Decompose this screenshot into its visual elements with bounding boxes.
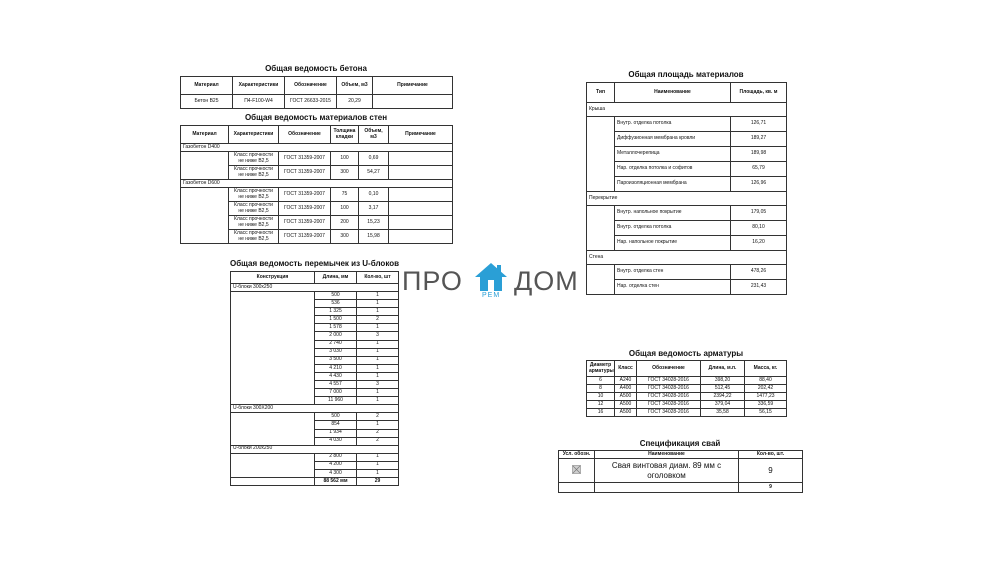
note-cell xyxy=(389,152,453,166)
walls-table-wrap xyxy=(180,125,453,244)
cell: Пароизоляционная мембрана xyxy=(615,177,731,192)
total-label-cell xyxy=(595,483,739,493)
areas-title: Общая площадь материалов xyxy=(628,70,744,79)
table-row xyxy=(587,132,787,147)
cell: Класс прочности не ниже В2,5 xyxy=(229,202,279,216)
cell: Диффузионная мембрана кровли xyxy=(615,132,731,147)
cell: Нар. отделка потолка и софитов xyxy=(615,162,731,177)
total-label-cell xyxy=(231,477,315,485)
column-header: Обозначение xyxy=(285,77,337,95)
column-header: Масса, кг. xyxy=(745,361,787,377)
cell: ГОСТ 31359-2007 xyxy=(279,216,331,230)
group-name: U-блоки 300Х200 xyxy=(231,405,399,413)
note-cell xyxy=(389,166,453,180)
cell: Бетон B25 xyxy=(181,95,233,109)
cell: 1 934 xyxy=(315,429,357,437)
type-cell xyxy=(587,206,615,251)
areas-table-wrap xyxy=(586,82,787,295)
lintels-title: Общая ведомость перемычек из U-блоков xyxy=(230,259,400,268)
group-row xyxy=(587,251,787,265)
column-header: Длина, м.п. xyxy=(701,361,745,377)
cell: 512,45 xyxy=(701,385,745,393)
rebar-table-wrap xyxy=(586,360,787,417)
group-row xyxy=(231,445,399,453)
column-header: Наименование xyxy=(595,451,739,459)
cell: 2 xyxy=(357,316,399,324)
column-header: Толщина кладки xyxy=(331,126,359,144)
group-row xyxy=(587,192,787,206)
group-row xyxy=(231,284,399,292)
pile-symbol-icon xyxy=(572,465,581,474)
cell: 1 xyxy=(357,340,399,348)
material-cell xyxy=(181,188,229,244)
construction-cell xyxy=(231,413,315,445)
column-header: Усл. обозн. xyxy=(559,451,595,459)
cell: 1 xyxy=(357,292,399,300)
cell xyxy=(373,95,453,109)
column-header: Характеристики xyxy=(229,126,279,144)
lintels-table xyxy=(230,271,399,486)
column-header: Обозначение xyxy=(637,361,701,377)
cell: 1 xyxy=(357,389,399,397)
group-row xyxy=(181,144,453,152)
table-row xyxy=(587,385,787,393)
cell: 12 xyxy=(587,401,615,409)
cell: 200 xyxy=(331,216,359,230)
cell: 1 xyxy=(357,461,399,469)
cell: 0,69 xyxy=(359,152,389,166)
cell: 16 xyxy=(587,409,615,417)
cell: A400 xyxy=(615,385,637,393)
cell: 54,27 xyxy=(359,166,389,180)
cell: 398,20 xyxy=(701,377,745,385)
table-row xyxy=(587,177,787,192)
cell: 1 325 xyxy=(315,308,357,316)
cell: 179,05 xyxy=(731,206,787,221)
construction-cell xyxy=(231,453,315,477)
cell: Класс прочности не ниже В2,5 xyxy=(229,230,279,244)
concrete-table-wrap xyxy=(180,76,453,109)
cell: ГОСТ 34028-2016 xyxy=(637,393,701,401)
cell: 1 xyxy=(357,469,399,477)
cell: 2 800 xyxy=(315,453,357,461)
piles-table-wrap xyxy=(558,450,803,493)
table-row xyxy=(181,95,453,109)
piles-title: Спецификация свай xyxy=(639,439,721,448)
cell: 1 xyxy=(357,348,399,356)
group-name: Газобетон D400 xyxy=(181,144,453,152)
cell: 4 200 xyxy=(315,461,357,469)
column-header: Класс xyxy=(615,361,637,377)
table-row xyxy=(587,265,787,280)
cell: 16,20 xyxy=(731,236,787,251)
cell: 65,79 xyxy=(731,162,787,177)
cell: 1 xyxy=(357,300,399,308)
cell: 2 xyxy=(357,413,399,421)
cell: 0,10 xyxy=(359,188,389,202)
header-row xyxy=(559,451,803,459)
cell: 1 xyxy=(357,364,399,372)
cell: 2394,22 xyxy=(701,393,745,401)
cell: 1 xyxy=(357,324,399,332)
cell: Нар. напольное покрытие xyxy=(615,236,731,251)
cell: 536 xyxy=(315,300,357,308)
header-row xyxy=(587,361,787,377)
cell: A500 xyxy=(615,393,637,401)
cell: Класс прочности не ниже В2,5 xyxy=(229,188,279,202)
cell: ГОСТ 34028-2016 xyxy=(637,377,701,385)
total-cell: 88 562 мм xyxy=(315,477,357,485)
group-name: Крыша xyxy=(587,103,787,117)
cell: 189,98 xyxy=(731,147,787,162)
house-icon xyxy=(474,262,508,292)
cell: 100 xyxy=(331,152,359,166)
cell: 3 030 xyxy=(315,348,357,356)
group-row xyxy=(181,180,453,188)
concrete-table xyxy=(180,76,453,109)
symbol-cell xyxy=(559,459,595,483)
cell: A500 xyxy=(615,409,637,417)
cell: Класс прочности не ниже В2,5 xyxy=(229,166,279,180)
type-cell xyxy=(587,117,615,192)
cell: 35,58 xyxy=(701,409,745,417)
table-row xyxy=(181,188,453,202)
cell: 1 xyxy=(357,453,399,461)
cell: 10 xyxy=(587,393,615,401)
cell: 100 xyxy=(331,202,359,216)
table-row xyxy=(587,377,787,385)
cell: 202,42 xyxy=(745,385,787,393)
walls-title: Общая ведомость материалов стен xyxy=(244,113,388,122)
group-row xyxy=(587,103,787,117)
cell: ГОСТ 31359-2007 xyxy=(279,152,331,166)
cell: 4 557 xyxy=(315,381,357,389)
cell: 3 xyxy=(357,332,399,340)
logo-left-text: ПРО xyxy=(402,266,463,296)
construction-cell xyxy=(231,292,315,405)
cell: 189,27 xyxy=(731,132,787,147)
cell: 88,40 xyxy=(745,377,787,385)
cell: 6 xyxy=(587,377,615,385)
total-cell: 9 xyxy=(739,483,803,493)
column-header: Конструкция xyxy=(231,272,315,284)
cell: 4 030 xyxy=(315,437,357,445)
cell: ГОСТ 26633-2015 xyxy=(285,95,337,109)
cell: 1 xyxy=(357,308,399,316)
note-cell xyxy=(389,188,453,202)
cell: 2 xyxy=(357,429,399,437)
logo-sub-text: РЕМ xyxy=(482,292,501,299)
cell: 8 xyxy=(587,385,615,393)
lintels-table-wrap xyxy=(230,271,399,486)
cell: 231,43 xyxy=(731,280,787,295)
cell: 3 xyxy=(357,381,399,389)
note-cell xyxy=(389,202,453,216)
cell: 500 xyxy=(315,292,357,300)
piles-table xyxy=(558,450,803,493)
cell: Внутр. напольное покрытие xyxy=(615,206,731,221)
rebar-title: Общая ведомость арматуры xyxy=(628,349,744,358)
total-cell: 29 xyxy=(357,477,399,485)
cell: 1 xyxy=(357,356,399,364)
header-row xyxy=(231,272,399,284)
cell: ГОСТ 31359-2007 xyxy=(279,188,331,202)
cell: Внутр. отделка потолка xyxy=(615,117,731,132)
cell: ГОСТ 31359-2007 xyxy=(279,202,331,216)
table-row xyxy=(587,236,787,251)
total-row xyxy=(231,477,399,485)
cell: 4 430 xyxy=(315,372,357,380)
total-row xyxy=(559,483,803,493)
header-row xyxy=(181,126,453,144)
cell: A240 xyxy=(615,377,637,385)
table-row xyxy=(231,453,399,461)
cell: 4 210 xyxy=(315,364,357,372)
cell: 1 578 xyxy=(315,324,357,332)
cell: Нар. отделка стен xyxy=(615,280,731,295)
cell: 75 xyxy=(331,188,359,202)
column-header: Площадь, кв. м xyxy=(731,83,787,103)
table-row xyxy=(559,459,803,483)
table-row xyxy=(587,409,787,417)
table-row xyxy=(587,393,787,401)
cell: 20,29 xyxy=(337,95,373,109)
concrete-title: Общая ведомость бетона xyxy=(265,64,367,73)
logo xyxy=(402,262,602,310)
cell: 336,59 xyxy=(745,401,787,409)
cell: 3,17 xyxy=(359,202,389,216)
table-row xyxy=(587,117,787,132)
cell: Класс прочности не ниже В2,5 xyxy=(229,152,279,166)
logo-right-text: ДОМ xyxy=(514,266,579,296)
cell: ГОСТ 31359-2007 xyxy=(279,230,331,244)
table-row xyxy=(231,292,399,300)
column-header: Объем, м3 xyxy=(359,126,389,144)
column-header: Материал xyxy=(181,77,233,95)
column-header: Длина, мм xyxy=(315,272,357,284)
areas-table xyxy=(586,82,787,295)
note-cell xyxy=(389,230,453,244)
cell: 2 000 xyxy=(315,332,357,340)
cell: 2 xyxy=(357,437,399,445)
cell: 11 960 xyxy=(315,397,357,405)
column-header: Примечание xyxy=(373,77,453,95)
cell: 379,04 xyxy=(701,401,745,409)
table-row xyxy=(587,401,787,409)
group-name: Стена xyxy=(587,251,787,265)
column-header: Кол-во, шт. xyxy=(739,451,803,459)
rebar-table xyxy=(586,360,787,417)
column-header: Диаметр арматуры xyxy=(587,361,615,377)
group-name: U-блоки 200х250 xyxy=(231,445,399,453)
cell: ГОСТ 31359-2007 xyxy=(279,166,331,180)
cell: 300 xyxy=(331,166,359,180)
cell: Внутр. отделка потолка xyxy=(615,221,731,236)
pile-count-cell: 9 xyxy=(739,459,803,483)
cell: ГОСТ 34028-2016 xyxy=(637,409,701,417)
material-cell xyxy=(181,152,229,180)
pile-name-cell: Свая винтовая диам. 89 мм с оголовком xyxy=(595,459,739,483)
column-header: Объем, м3 xyxy=(337,77,373,95)
cell: П4-F100-W4 xyxy=(233,95,285,109)
column-header: Характеристики xyxy=(233,77,285,95)
table-row xyxy=(587,147,787,162)
cell: 80,10 xyxy=(731,221,787,236)
group-name: Перекрытие xyxy=(587,192,787,206)
header-row xyxy=(181,77,453,95)
group-name: U-блоки 300х250 xyxy=(231,284,399,292)
cell: 15,23 xyxy=(359,216,389,230)
note-cell xyxy=(389,216,453,230)
cell: 1 xyxy=(357,397,399,405)
table-row xyxy=(587,221,787,236)
cell: 1 xyxy=(357,372,399,380)
column-header: Материал xyxy=(181,126,229,144)
table-row xyxy=(587,206,787,221)
table-row xyxy=(587,162,787,177)
cell: ГОСТ 34028-2016 xyxy=(637,385,701,393)
table-row xyxy=(181,152,453,166)
cell: 300 xyxy=(331,230,359,244)
cell: 56,15 xyxy=(745,409,787,417)
cell: 15,98 xyxy=(359,230,389,244)
cell: 126,71 xyxy=(731,117,787,132)
total-label-cell xyxy=(559,483,595,493)
column-header: Кол-во, шт xyxy=(357,272,399,284)
group-name: Газобетон D600 xyxy=(181,180,453,188)
cell: Класс прочности не ниже В2,5 xyxy=(229,216,279,230)
group-row xyxy=(231,405,399,413)
header-row xyxy=(587,83,787,103)
cell: 1 xyxy=(357,421,399,429)
cell: Внутр. отделка стен xyxy=(615,265,731,280)
cell: 1 500 xyxy=(315,316,357,324)
cell: 7 000 xyxy=(315,389,357,397)
cell: A500 xyxy=(615,401,637,409)
column-header: Наименование xyxy=(615,83,731,103)
walls-table xyxy=(180,125,453,244)
cell: 2 740 xyxy=(315,340,357,348)
table-row xyxy=(587,280,787,295)
cell: Металлочерепица xyxy=(615,147,731,162)
cell: 3 500 xyxy=(315,356,357,364)
column-header: Тип xyxy=(587,83,615,103)
cell: ГОСТ 34028-2016 xyxy=(637,401,701,409)
cell: 4 300 xyxy=(315,469,357,477)
cell: 854 xyxy=(315,421,357,429)
cell: 1477,23 xyxy=(745,393,787,401)
cell: 478,26 xyxy=(731,265,787,280)
column-header: Обозначение xyxy=(279,126,331,144)
table-row xyxy=(231,413,399,421)
column-header: Примечание xyxy=(389,126,453,144)
cell: 126,96 xyxy=(731,177,787,192)
cell: 500 xyxy=(315,413,357,421)
